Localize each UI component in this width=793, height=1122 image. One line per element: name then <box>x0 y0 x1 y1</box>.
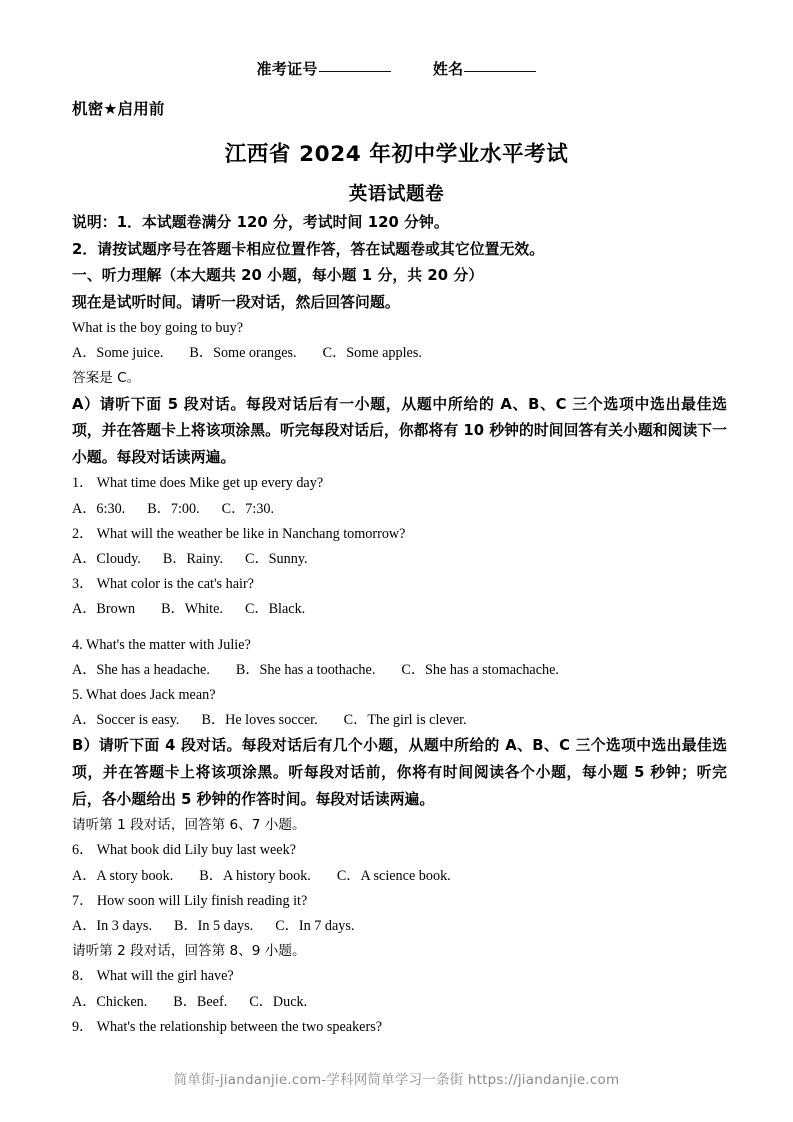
question-text: What color is the cat's hair? <box>96 576 254 593</box>
question-number: 1． <box>72 475 94 492</box>
question-text: What book did Lily buy last week? <box>96 842 296 859</box>
notes-line-1: 说明：1．本试题卷满分 120 分，考试时间 120 分钟。 <box>72 214 449 231</box>
part-a-instruction: A）请听下面 5 段对话。每段对话后有一小题，从题中所给的 A、B、C 三个选项中选出最佳选项，并在答题卡上将该项涂黑。听完每段对话后，你都将有 10 秒钟的时间回答有关小题和阅读下一小题。每段对话读两遍。 <box>72 395 727 466</box>
exam-header-row <box>0 58 793 79</box>
sample-answer-note: 答案是 C。 <box>72 370 141 387</box>
name-label: 姓名 <box>432 60 464 78</box>
question-3 <box>72 572 727 597</box>
section-one-heading: 一、听力理解（本大题共 20 小题，每小题 1 分，共 20 分） <box>72 267 484 284</box>
option-c: C．Sunny. <box>245 551 308 567</box>
question-6-options <box>72 864 727 889</box>
question-text: What will the girl have? <box>96 968 234 985</box>
question-gap <box>72 623 727 633</box>
question-number: 3． <box>72 576 94 593</box>
question-number: 9． <box>72 1018 94 1035</box>
option-b: B．He loves soccer. <box>201 712 318 729</box>
option-a: A．In 3 days. <box>72 918 152 935</box>
question-number: 4. <box>72 636 83 653</box>
question-7 <box>72 889 727 914</box>
option-b: B．Some oranges. <box>189 345 297 362</box>
question-8-options <box>72 990 727 1015</box>
sample-question-options <box>72 341 727 366</box>
option-c: C．The girl is clever. <box>343 712 467 729</box>
sample-question-text: What is the boy going to buy? <box>72 320 244 336</box>
option-c: C．Black. <box>244 601 306 618</box>
exam-number-blank <box>319 71 391 72</box>
option-a: A．She has a headache. <box>72 661 210 678</box>
question-7-options <box>72 914 727 939</box>
confidential-mark: 机密★启用前 <box>72 100 165 118</box>
option-b: B．Beef. <box>173 993 228 1010</box>
option-b: B．She has a toothache. <box>235 661 376 678</box>
question-text: What time does Mike get up every day? <box>96 475 324 492</box>
page-title: 江西省 2024 年初中学业水平考试 <box>224 142 569 167</box>
dialogue-cue-2: 请听第 2 段对话，回答第 8、9 小题。 <box>72 943 306 960</box>
question-number: 8． <box>72 968 94 985</box>
question-number: 7． <box>72 892 94 909</box>
option-a: A．Cloudy. <box>72 551 141 567</box>
option-a: A．6:30. <box>72 500 126 517</box>
option-a: A．Chicken. <box>72 993 148 1010</box>
question-5-options <box>72 708 727 733</box>
question-number: 6． <box>72 842 94 859</box>
question-text: What's the relationship between the two speakers? <box>96 1018 383 1035</box>
option-c: C．Duck. <box>249 993 308 1010</box>
option-c: C．She has a stomachache. <box>401 661 559 678</box>
option-a: A．Some juice. <box>72 345 164 362</box>
footer-watermark: 简单街-jiandanjie.com-学科网简单学习一条街 https://jiandanjie.com <box>173 1072 620 1088</box>
option-b: B．A history book. <box>199 867 311 884</box>
question-text: What's the matter with Julie? <box>85 636 251 653</box>
option-a: A．A story book. <box>72 867 174 884</box>
option-c: C．In 7 days. <box>275 918 355 935</box>
question-5 <box>72 683 727 708</box>
question-text: How soon will Lily finish reading it? <box>96 892 308 909</box>
question-9 <box>72 1015 727 1040</box>
part-b-instruction: B）请听下面 4 段对话。每段对话后有几个小题，从题中所给的 A、B、C 三个选项中选出最佳选项，并在答题卡上将该项涂黑。听每段对话前，你将有时间阅读各个小题，每小题 5 秒钟；听完后，各小题给出 5 秒钟的作答时间。每段对话读两遍。 <box>72 737 727 808</box>
question-2-options <box>72 547 727 572</box>
name-blank <box>464 71 536 72</box>
exam-content <box>72 210 727 1040</box>
option-b: B．White. <box>161 601 223 618</box>
name-field <box>433 58 537 79</box>
question-text: What does Jack mean? <box>85 687 216 704</box>
option-a: A．Brown <box>72 601 136 618</box>
question-1 <box>72 471 727 496</box>
question-6 <box>72 838 727 863</box>
question-number: 5. <box>72 687 83 704</box>
exam-number-label: 准考证号 <box>256 60 318 78</box>
question-4 <box>72 633 727 658</box>
dialogue-cue-1: 请听第 1 段对话，回答第 6、7 小题。 <box>72 817 306 834</box>
question-1-options <box>72 497 727 522</box>
notes-line-2: 2．请按试题序号在答题卡相应位置作答，答在试题卷或其它位置无效。 <box>72 240 545 258</box>
question-3-options <box>72 597 727 622</box>
trial-listening-note: 现在是试听时间。请听一段对话，然后回答问题。 <box>72 293 400 311</box>
option-c: C．A science book. <box>336 867 451 884</box>
question-text: What will the weather be like in Nanchang tomorrow? <box>96 525 406 542</box>
question-8 <box>72 964 727 989</box>
option-c: C．Some apples. <box>322 345 422 362</box>
question-4-options <box>72 658 727 683</box>
option-b: B．In 5 days. <box>174 918 254 935</box>
page-subtitle: 英语试题卷 <box>348 184 445 205</box>
option-b: B．Rainy. <box>162 551 224 567</box>
option-a: A．Soccer is easy. <box>72 712 180 729</box>
question-number: 2． <box>72 525 94 542</box>
option-c: C．7:30. <box>221 500 275 517</box>
option-b: B．7:00. <box>147 500 200 517</box>
exam-number-field <box>257 58 391 79</box>
question-2 <box>72 522 727 547</box>
